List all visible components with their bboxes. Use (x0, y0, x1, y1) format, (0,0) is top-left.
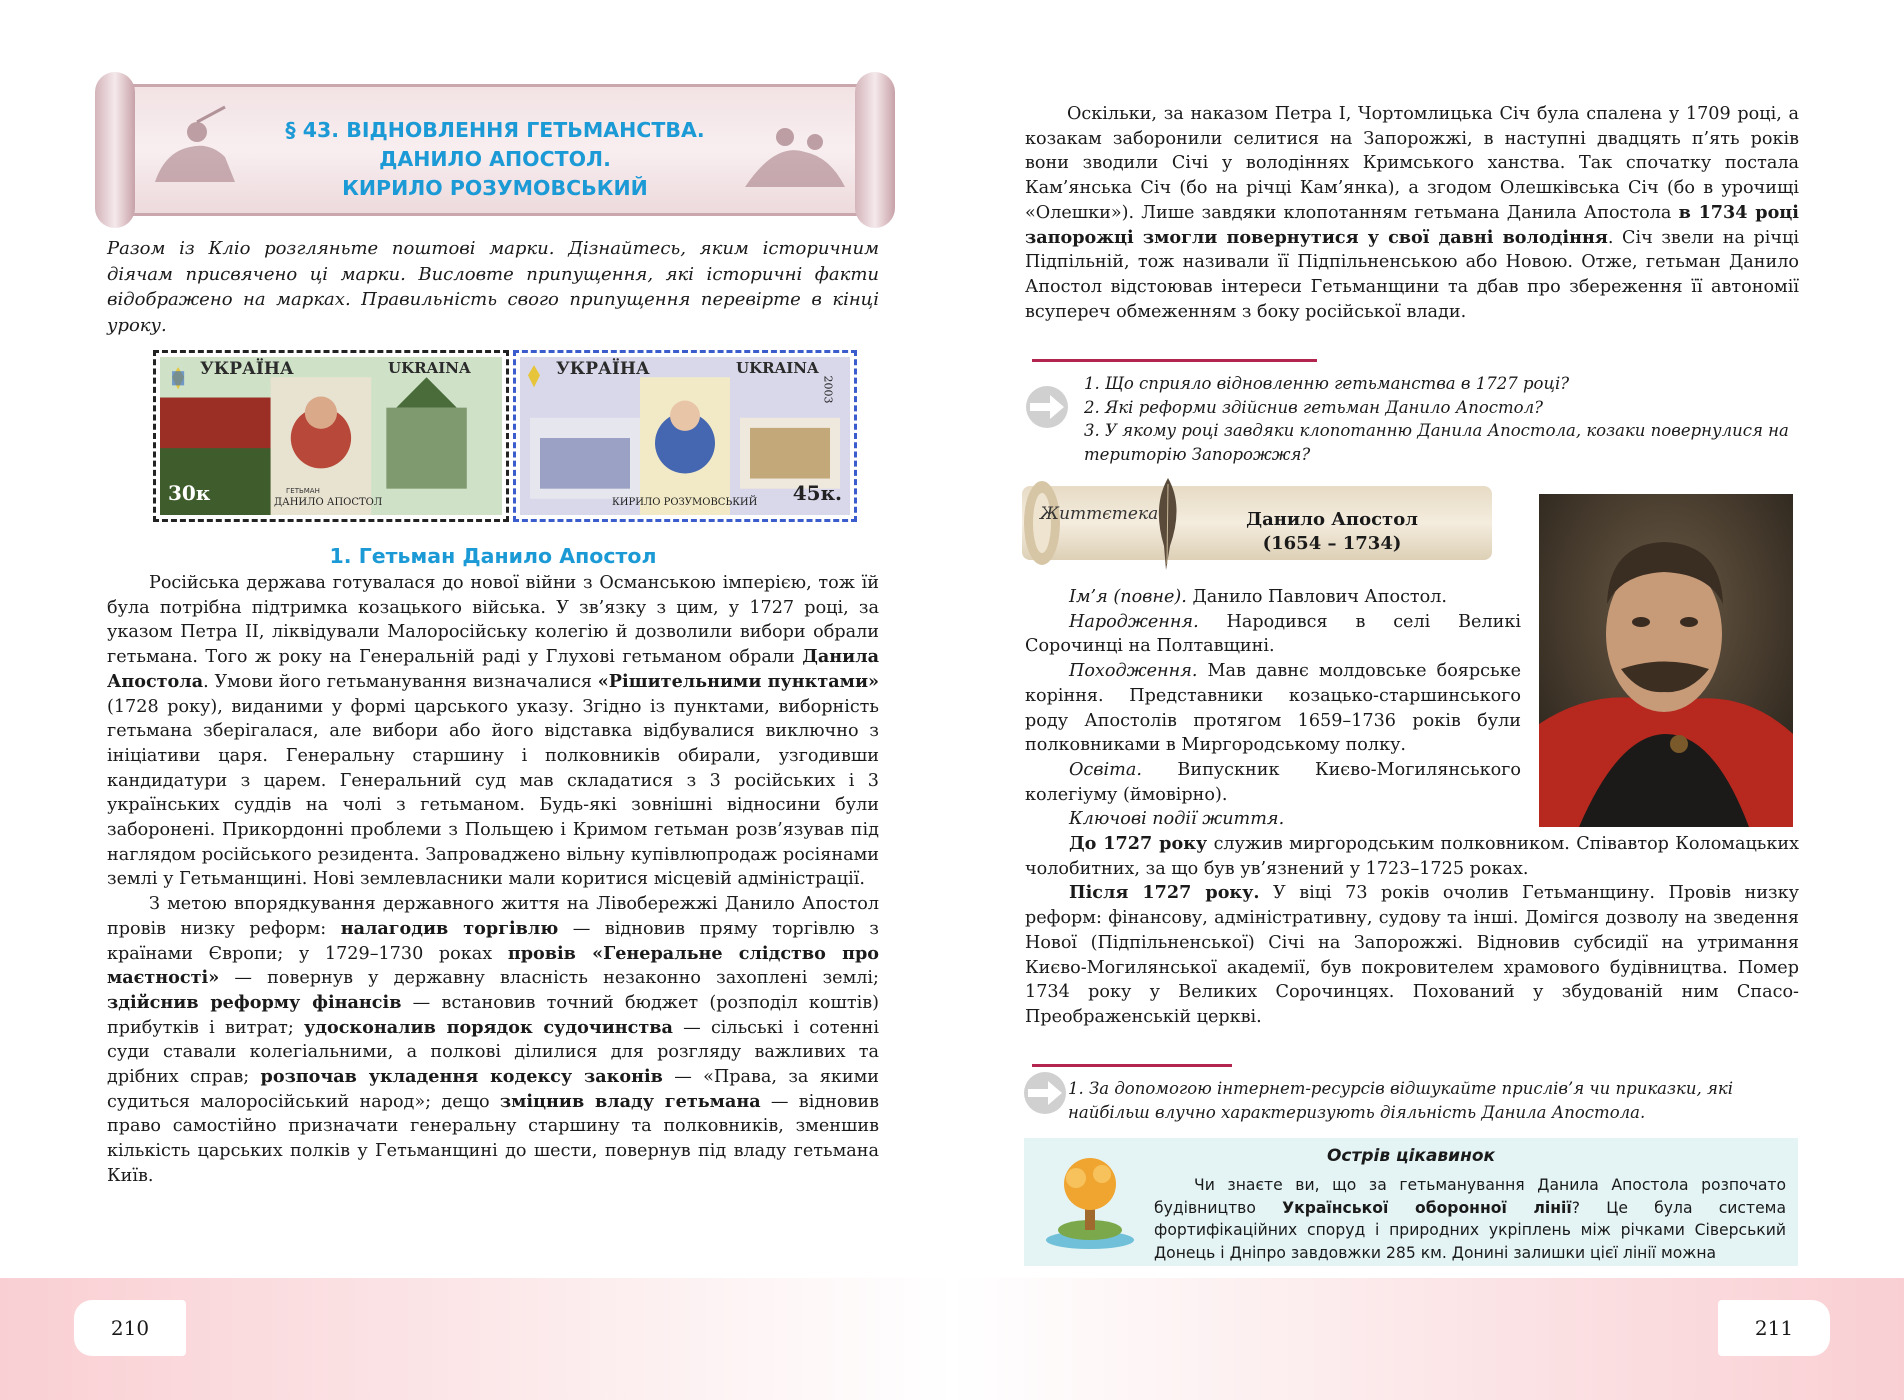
text: Оскільки, за наказом Петра І, Чортомлицька Січ була спалена у 1709 році, а козакам заборонили селитися на Запорожжі, в наступні двадцять п’ять років вони зводили Січі у володіннях Кримського ханства. Так спочатку постала Кам’янська Січ (бо на річці Кам’янка), а згодом Олешківська Січ (бо в урочищі «Олешки»). Лише завдяки клопотанням гетьмана Данила Апостола (1025, 104, 1799, 223)
bio-section-label: Життєтека (1040, 504, 1159, 524)
bold-term: Данила Апостола (107, 646, 879, 692)
question-1: 1. Що сприяло відновленню гетьманства в 1727 році? (1084, 374, 1570, 393)
paragraph-sich (1025, 102, 1799, 324)
fun-facts-text (1154, 1174, 1786, 1264)
text: (1728 року), виданими у формі царського указу. Згідно із пунктами, виборність гетьмана зберігалася, але вибори або його відставка відбувалися виключно з ініціативи царя. Генеральну старшину і полковників обирали, узгодивши кандидатури з царем. Генеральний суд мав складатися з 3 російських і 3 українських суддів на чолі з гетьманом. Будь-які зовнішні відносини були заборонені. Прикордонні проблеми з Польщею і Кримом гетьман розв’язував під наглядом російського резидента. Запроваджено вільну купівлюпродаж росіянами землі у Гетьманщині. Нові землевласники мали коритися місцевій адміністрації. (107, 696, 879, 890)
biography-narrow-column (1025, 585, 1521, 832)
fun-facts-title: Острів цікавинок (1326, 1146, 1496, 1166)
text: . Умови його гетьманування визначалися (203, 671, 598, 692)
battle-illustration-icon (735, 102, 855, 202)
lesson-title-line-2: ДАНИЛО АПОСТОЛ. (379, 147, 611, 171)
bold-term: удосконалив порядок судочинства (304, 1016, 673, 1038)
stamp1-caption: ДАНИЛО АПОСТОЛ (274, 497, 383, 508)
stamp2-caption: КИРИЛО РОЗУМОВСЬКИЙ (612, 497, 758, 508)
section-body (107, 571, 879, 1189)
postage-stamps (153, 350, 857, 522)
lesson-title (245, 116, 745, 203)
bold-term: Після 1727 року. (1069, 882, 1260, 904)
field-value: Мав давнє молдовське боярське коріння. Представники козацько-старшинського роду Апостолів протягом 1659–1736 років були полковниками в Миргородському полку. (1025, 661, 1521, 756)
text: — повернув у державну власність незаконно захоплені землі; (219, 968, 879, 989)
bio-years: (1654 – 1734) (1262, 533, 1402, 554)
bold-term: зміцнив владу гетьмана (499, 1090, 761, 1112)
paragraph-1 (107, 571, 879, 892)
question-2: 2. Які реформи здійснив гетьман Данило Апостол? (1084, 397, 1543, 417)
paragraph-2 (107, 892, 879, 1188)
bold-term: в 1734 році запорожці змогли повернутися у свої давні володіння (1025, 201, 1799, 248)
text: — «Права, за якими судиться малоросійський народ»; дещо (107, 1067, 879, 1112)
page-number: 210 (74, 1300, 186, 1356)
text: Чи знаєте ви, що за гетьманування Данила Апостола розпочато будівництво (1154, 1176, 1786, 1217)
island-tree-icon (1040, 1152, 1140, 1252)
field-label: Походження. (1069, 661, 1198, 682)
lesson-title-line-3: КИРИЛО РОЗУМОВСЬКИЙ (342, 176, 648, 200)
stamp2-year: 2003 (821, 375, 835, 404)
text: Російська держава готувалася до нової війни з Османською імперією, тож їй була потрібна підтримка козацького війська. У зв’язку з цим, у 1727 році, за указом Петра ІІ, ліквідували Малоросійську колегію й дозволили вибори обрали гетьмана. Того ж року на Генеральній раді у Глухові гетьманом обрали (107, 573, 879, 668)
arrow-right-icon (1024, 384, 1070, 430)
bio-origin (1025, 659, 1521, 758)
section-divider (1032, 1064, 1232, 1067)
field-label: Народження. (1069, 611, 1199, 632)
bold-term: налагодив торгівлю (340, 917, 559, 939)
text: — відновив право самостійно призначати генеральну старшину та полковників, зменшив кількість царських полків у Гетьманщині до шести, повернув під владу гетьмана Київ. (107, 1091, 880, 1186)
bio-person-name: Данило Апостол (1246, 509, 1418, 530)
bold-term: здійснив реформу фінансів (107, 991, 402, 1013)
bold-term: розпочав укладення кодексу законів (260, 1066, 663, 1088)
field-value: Народився в селі Великі Сорочинці на Полтавщині. (1025, 611, 1521, 657)
stamp2-price: 45к. (792, 481, 842, 505)
text: — сільські і сотенні суди ставали колегіальними, а полкові ділилися для розгляду важливих та дрібних справ; (107, 1017, 879, 1088)
stamp-apostol-artwork-icon (160, 357, 502, 515)
biography-banner (1022, 476, 1492, 572)
bio-heading (1172, 508, 1492, 556)
lesson-title-line-1: § 43. ВІДНОВЛЕННЯ ГЕТЬМАНСТВА. (285, 118, 705, 142)
stamp2-country-en: UKRAINA (736, 359, 819, 377)
field-label: Освіта. (1069, 759, 1142, 780)
bio-events-label (1025, 807, 1521, 832)
stamp2-country-ua: УКРАЇНА (556, 359, 650, 379)
biography-text (1025, 585, 1799, 1030)
bio-birth (1025, 610, 1521, 659)
sich-paragraph (1025, 102, 1799, 324)
field-value: служив миргородським полковником. Співавтор Коломацьких чолобитних, за що був ув’язнений у 1723–1725 роках. (1025, 834, 1799, 879)
fun-facts-box (1024, 1138, 1798, 1266)
horseman-illustration-icon (135, 102, 255, 202)
text: . Січ звели на річці Підпільній, тож називали її Підпільненською або Новою. Отже, гетьман Данило Апостол відстоював інтереси Гетьманщини та дбав про збереження її автономії всупереч обмеженням з боку російської влади. (1025, 227, 1799, 322)
bio-before-1727 (1025, 832, 1799, 881)
field-label: Ключові події життя. (1069, 809, 1285, 830)
intro-task: Разом із Кліо розгляньте поштові марки. Дізнайтесь, яким історичним діячам присвячено ці марки. Висловте припущення, які історичні факти відображено на марках. Правильність свого припущення перевірте в кінці уроку. (107, 238, 879, 336)
text: — встановив точний бюджет (розподіл коштів) прибутків і витрат; (107, 992, 879, 1038)
bio-education (1025, 758, 1521, 807)
bold-term: провів «Генеральне слідство про маєтності» (107, 942, 879, 989)
field-value: Данило Павлович Апостол. (1186, 587, 1448, 607)
text: — відновив пряму торгівлю з країнами Європи; у 1729–1730 роках (107, 918, 879, 964)
stamp1-country-ua: УКРАЇНА (200, 359, 294, 379)
field-value: У віці 73 років очолив Гетьманщину. Провів низку реформ: фінансову, адміністративну, судову та інші. Домігся дозволу на зведення Нової (Підпільненської) Січі на Запорожжі. Відновив субсидії на утримання Києво-Могилянської академії, був покровителем храмового будівництва. Помер 1734 року у Великих Сорочинцях. Похований у збудованій ним Спасо-Преображенській церкві. (1025, 883, 1799, 1027)
bold-term: До 1727 року (1069, 833, 1208, 855)
arrow-right-icon (1022, 1070, 1068, 1116)
text: ? Це була система фортифікаційних споруд і природних укріплень між річками Сіверський Донець і Дніпро завдовжки 285 км. Донині залишки цієї лінії можна (1154, 1198, 1787, 1262)
question-3: 3. У якому році завдяки клопотанню Данила Апостола, козаки повернулися на територію Запорожжя? (1084, 421, 1789, 464)
stamp-danylo-apostol (153, 350, 509, 522)
field-value: Випускник Києво-Могилянського колегіуму (ймовірно). (1025, 759, 1521, 805)
section-divider (1032, 359, 1317, 362)
bio-name-line (1025, 585, 1521, 610)
section-title: 1. Гетьман Данило Апостол (329, 544, 657, 568)
lesson-title-banner (95, 72, 895, 228)
field-label: Ім’я (повне). (1069, 587, 1187, 607)
page-number: 211 (1718, 1300, 1830, 1356)
bold-term: «Рішительними пунктами» (597, 670, 880, 692)
stamp-kyrylo-rozumovsky (513, 350, 857, 522)
right-page (952, 0, 1904, 1400)
review-questions (1084, 372, 1800, 466)
text: З метою впорядкування державного життя на Лівобережжі Данило Апостол провів низку реформ: (107, 894, 879, 939)
stamp1-caption-small: ГЕТЬМАН (286, 487, 320, 495)
research-task: 1. За допомогою інтернет-ресурсів відшукайте прислів’я чи приказки, які найбільш влучно характеризують діяльність Данила Апостола. (1068, 1079, 1734, 1122)
bio-after-1727 (1025, 881, 1799, 1029)
bold-term: Української оборонної лінії (1282, 1198, 1572, 1217)
stamp1-country-en: UKRAINA (388, 359, 471, 377)
stamp1-price: 30к (168, 481, 211, 505)
